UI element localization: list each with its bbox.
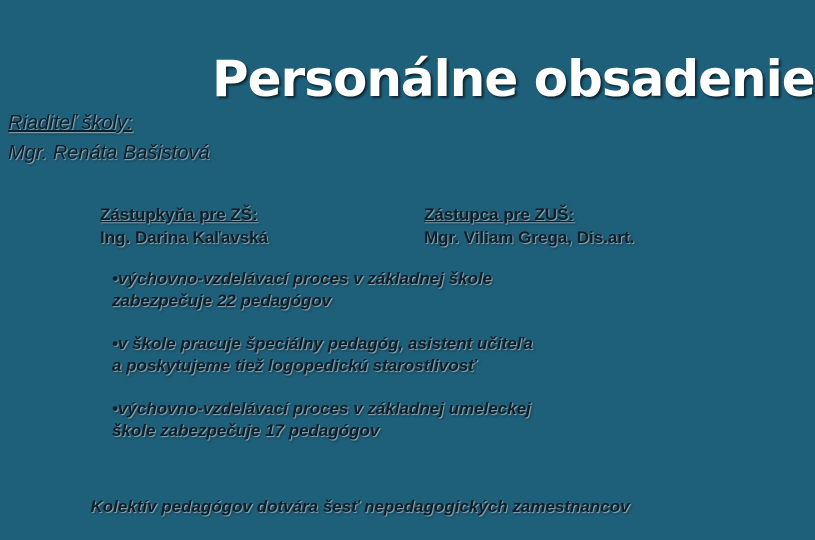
bullet-line: •výchovno-vzdelávací proces v základnej škole bbox=[112, 269, 493, 288]
bullet-line: škole zabezpečuje 17 pedagógov bbox=[112, 421, 380, 440]
footer-note: Kolektív pedagógov dotvára šesť nepedagogických zamestnancov bbox=[90, 497, 630, 516]
director-name: Mgr. Renáta Bašistová bbox=[8, 142, 210, 164]
deputy-zs-label: Zástupkyňa pre ZŠ: bbox=[100, 205, 258, 224]
bullet-line: a poskytujeme tiež logopedickú starostlivosť bbox=[112, 356, 477, 375]
bullet-item bbox=[112, 398, 692, 442]
deputy-zus-label: Zástupca pre ZUŠ: bbox=[424, 205, 575, 224]
bullet-item bbox=[112, 333, 692, 377]
bullet-line: •v škole pracuje špeciálny pedagóg, asistent učiteľa bbox=[112, 334, 533, 353]
bullet-item bbox=[112, 268, 692, 312]
deputy-zs-name: Ing. Darina Kaľavská bbox=[100, 228, 269, 247]
deputy-zs-block bbox=[100, 203, 268, 249]
bullet-list bbox=[112, 268, 692, 463]
deputy-zus-name: Mgr. Viliam Grega, Dis.art. bbox=[424, 228, 635, 247]
bullet-line: •výchovno-vzdelávací proces v základnej umeleckej bbox=[112, 399, 531, 418]
deputy-zus-block bbox=[424, 203, 634, 249]
bullet-line: zabezpečuje 22 pedagógov bbox=[112, 291, 332, 310]
director-label: Riaditeľ školy: bbox=[8, 112, 133, 134]
page-title: Personálne obsadenie bbox=[212, 50, 815, 108]
